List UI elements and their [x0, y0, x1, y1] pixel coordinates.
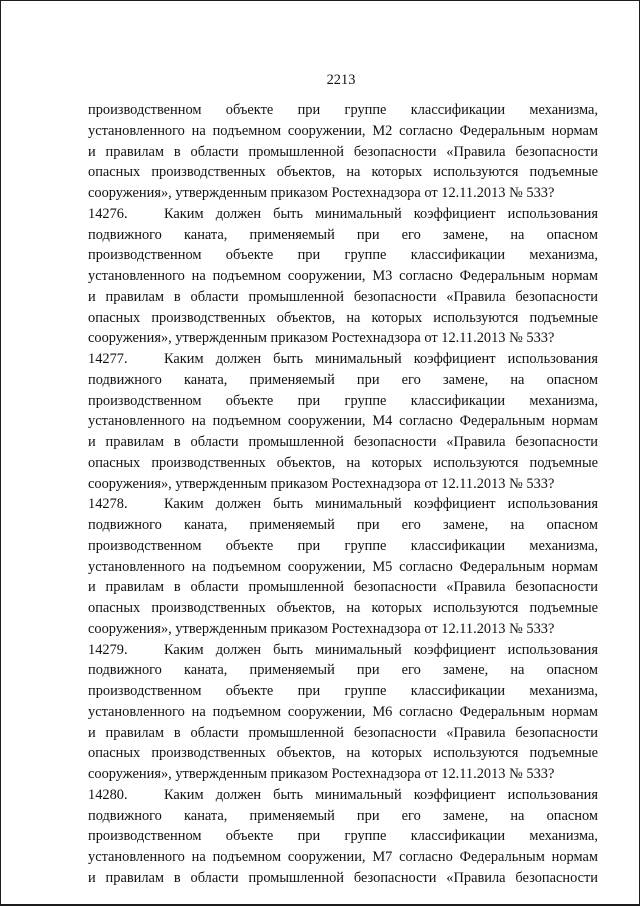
question-first-line: [88, 494, 598, 515]
question-first-line: [88, 785, 598, 806]
text-line: опасных производственных объектов, на которых используются подъемные: [88, 309, 598, 326]
text-line: производственном объекте при группе классификации механизма,: [88, 102, 598, 118]
text-line: опасных производственных объектов, на которых используются подъемные: [88, 745, 598, 762]
text-line: сооружения», утвержденным приказом Ростехнадзора от 12.11.2013 № 533?: [88, 330, 555, 347]
text-line: установленного на подъемном сооружении, М7 согласно Федеральным нормам: [88, 849, 598, 865]
text-line: сооружения», утвержденным приказом Ростехнадзора от 12.11.2013 № 533?: [88, 766, 555, 782]
text-line: опасных производственных объектов, на которых используются подъемные: [88, 164, 598, 181]
question-first-line: [88, 349, 598, 370]
question-text: Каким должен быть минимальный коэффициент использования: [164, 205, 598, 222]
text-line: сооружения», утвержденным приказом Ростехнадзора от 12.11.2013 № 533?: [88, 185, 555, 201]
text-line: установленного на подъемном сооружении, М5 согласно Федеральным нормам: [88, 558, 598, 575]
question-text: Каким должен быть минимальный коэффициент использования: [164, 641, 598, 658]
question-number: 14277.: [88, 351, 128, 367]
text-line: сооружения», утвержденным приказом Ростехнадзора от 12.11.2013 № 533?: [88, 620, 555, 637]
text-line: установленного на подъемном сооружении, М6 согласно Федеральным нормам: [88, 703, 598, 720]
question-text: Каким должен быть минимальный коэффициент использования: [164, 786, 598, 803]
page-number: 2213: [326, 72, 356, 88]
question-number: 14278.: [88, 496, 128, 513]
text-line: установленного на подъемном сооружении, М3 согласно Федеральным нормам: [88, 268, 598, 284]
document-page: [88, 70, 598, 889]
text-line: опасных производственных объектов, на которых используются подъемные: [88, 600, 598, 616]
text-line: опасных производственных объектов, на которых используются подъемные: [88, 454, 598, 471]
text-line: установленного на подъемном сооружении, М2 согласно Федеральным нормам: [88, 122, 598, 139]
question-first-line: [88, 204, 598, 225]
text-line: подвижного каната, применяемый при его замене, на опасном: [88, 517, 598, 533]
text-line: производственном объекте при группе классификации механизма,: [88, 828, 598, 845]
question-first-line: [88, 640, 598, 661]
question-number: 14279.: [88, 641, 128, 658]
text-line: производственном объекте при группе классификации механизма,: [88, 683, 598, 699]
text-line: и правилам в области промышленной безопасности «Правила безопасности: [88, 579, 598, 596]
text-line: подвижного каната, применяемый при его замене, на опасном: [88, 807, 598, 824]
text-line: производственном объекте при группе классификации механизма,: [88, 392, 598, 409]
text-line: и правилам в области промышленной безопасности «Правила безопасности: [88, 869, 598, 886]
text-line: подвижного каната, применяемый при его замене, на опасном: [88, 371, 598, 388]
text-line: и правилам в области промышленной безопасности «Правила безопасности: [88, 288, 598, 305]
question-text: Каким должен быть минимальный коэффициент использования: [164, 496, 598, 513]
text-line: сооружения», утвержденным приказом Ростехнадзора от 12.11.2013 № 533?: [88, 475, 555, 492]
text-line: и правилам в области промышленной безопасности «Правила безопасности: [88, 143, 598, 160]
text-line: и правилам в области промышленной безопасности «Правила безопасности: [88, 724, 598, 741]
question-number: 14276.: [88, 205, 128, 222]
text-line: подвижного каната, применяемый при его замене, на опасном: [88, 226, 598, 243]
question-number: 14280.: [88, 786, 128, 803]
text-line: производственном объекте при группе классификации механизма,: [88, 247, 598, 264]
document-body: [88, 100, 598, 889]
text-line: и правилам в области промышленной безопасности «Правила безопасности: [88, 434, 598, 450]
text-line: производственном объекте при группе классификации механизма,: [88, 537, 598, 554]
text-line: подвижного каната, применяемый при его замене, на опасном: [88, 662, 598, 679]
question-text: Каким должен быть минимальный коэффициент использования: [164, 351, 598, 367]
text-line: установленного на подъемном сооружении, М4 согласно Федеральным нормам: [88, 413, 598, 430]
